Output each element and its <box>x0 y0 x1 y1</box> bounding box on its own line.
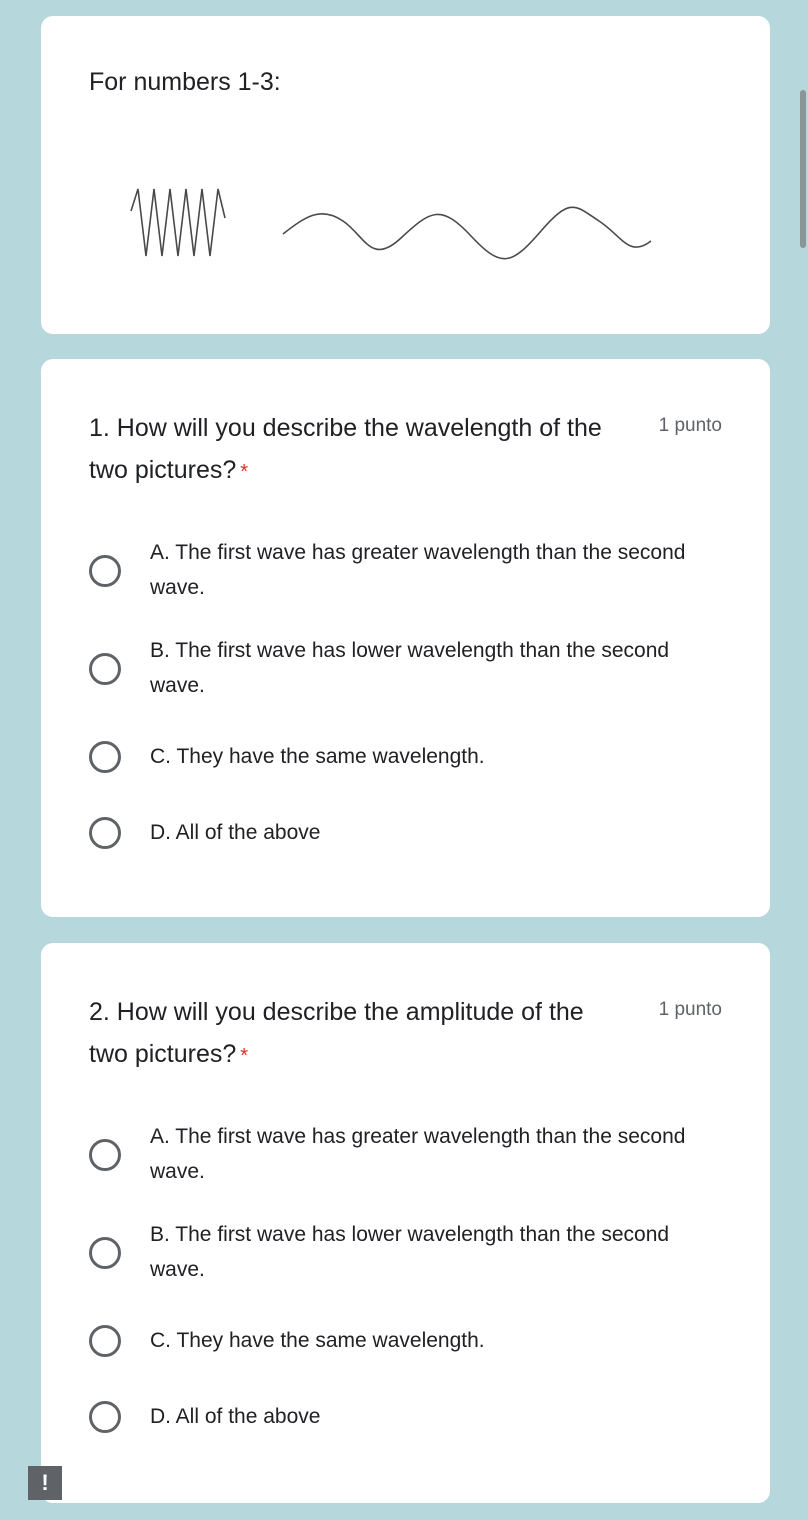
radio-button[interactable] <box>89 1237 121 1269</box>
radio-button[interactable] <box>89 1325 121 1357</box>
radio-button[interactable] <box>89 555 121 587</box>
option-label: C. They have the same wavelength. <box>150 745 485 768</box>
question-title <box>89 407 629 493</box>
scrollbar[interactable] <box>800 90 806 248</box>
radio-button[interactable] <box>89 817 121 849</box>
radio-button[interactable] <box>89 653 121 685</box>
question-title-text: 2. How will you describe the amplitude of the two pictures? <box>89 998 584 1068</box>
question-card-2 <box>41 943 770 1503</box>
required-asterisk: * <box>240 461 249 483</box>
radio-button[interactable] <box>89 1401 121 1433</box>
radio-button[interactable] <box>89 1139 121 1171</box>
question-points: 1 punto <box>658 415 722 436</box>
feedback-icon[interactable]: ! <box>28 1466 62 1500</box>
option-label: B. The first wave has lower wavelength than the second wave. <box>150 639 670 697</box>
question-points: 1 punto <box>658 999 722 1020</box>
option-label: A. The first wave has greater wavelength than the second wave. <box>150 541 686 599</box>
option-label: C. They have the same wavelength. <box>150 1329 485 1352</box>
option-label: B. The first wave has lower wavelength than the second wave. <box>150 1223 670 1281</box>
wave-long-wavelength <box>283 207 651 258</box>
option-label: D. All of the above <box>150 1405 321 1428</box>
question-title <box>89 991 629 1077</box>
intro-card <box>41 16 770 334</box>
question-card-1 <box>41 359 770 917</box>
required-asterisk: * <box>240 1045 249 1067</box>
wave-short-wavelength <box>131 189 225 256</box>
waves-image <box>121 166 661 276</box>
option-label: A. The first wave has greater wavelength than the second wave. <box>150 1125 686 1183</box>
intro-text: For numbers 1-3: <box>89 68 281 96</box>
question-title-text: 1. How will you describe the wavelength of the two pictures? <box>89 414 602 484</box>
option-label: D. All of the above <box>150 821 321 844</box>
radio-button[interactable] <box>89 741 121 773</box>
